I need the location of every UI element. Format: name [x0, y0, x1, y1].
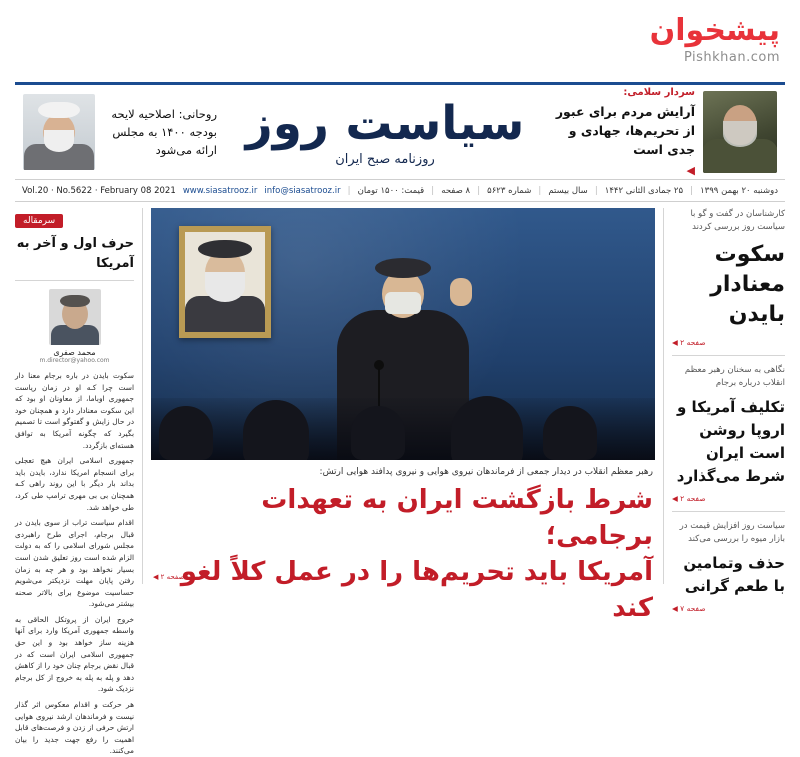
story1-kicker: کارشناسان در گفت و گو با سیاست روز بررسی کردند: [690, 209, 785, 232]
lead-headline-line1[interactable]: شرط بازگشت ایران به تعهدات برجامی؛: [261, 485, 653, 551]
info-date-fa: دوشنبه ۲۰ بهمن ۱۳۹۹: [700, 185, 778, 196]
arrow-icon: ◀: [686, 163, 695, 177]
story3-page-ref[interactable]: صفحه ۷ ◀: [672, 604, 706, 613]
story2-kicker: نگاهی به سخنان رهبر معظم انقلاب درباره برجام: [684, 365, 785, 388]
divider: |: [431, 185, 435, 196]
editorial-paragraph: جمهوری اسلامی ایران هیچ تعجلی برای انسجام امریکا ندارد، بایدن باید بداند بار دیگر با این روند راهی کـه همچنان بی بی مهری ترامپ طی کرد، طی خواهد شد.: [15, 456, 134, 512]
info-volume-en: Vol.20 · No.5622 · February 08 2021: [22, 185, 176, 196]
commander-photo: [703, 91, 777, 173]
author-name: محمد صفری: [53, 348, 96, 357]
editorial-author: [15, 289, 134, 364]
front-page-content: [15, 202, 785, 756]
editorial-paragraph: هر حرکت و اقدام معکوس اثر گذار نیست و فرماندهان ارشد نیروی هوایی ارتش حرفی از زدن و فرصت‌های قابل اهمیت را رفع جهت جدید را بیان می‌کنند.: [15, 700, 134, 756]
info-price: قیمت: ۱۵۰۰ تومان: [357, 185, 425, 196]
audience-foreground: [151, 398, 655, 460]
lead-kicker: رهبر معظم انقلاب در دیدار جمعی از فرماندهان نیروی هوایی و نیروی پدافند هوایی ارتش:: [319, 467, 653, 477]
right-column: [663, 208, 785, 613]
story1-page-ref[interactable]: صفحه ۲ ◀: [672, 338, 706, 347]
info-pages: ۸ صفحه: [441, 185, 471, 196]
site-brand-bar: [0, 0, 800, 82]
brand-name-fa: پیشخوان: [649, 13, 780, 48]
info-website[interactable]: www.siasatrooz.ir: [182, 185, 258, 196]
divider: |: [594, 185, 598, 196]
divider: |: [347, 185, 351, 196]
editorial-title[interactable]: حرف اول و آخر به آمریکا: [15, 234, 134, 281]
divider: |: [538, 185, 542, 196]
story1-title[interactable]: سکوت معنادار بایدن: [710, 242, 785, 327]
editorial-paragraph: خروج ایران از پروتکل الحاقی به واسطه جمهوری آمریکا وارد برای آنها هزینه ساز خواهد بود و این حق جمهوری اسلامی ایران است که در قبال نقض برجام چنان خود را از کاهش دهد و پله به پله به خروج از کل برجام نزدیک شود.: [15, 614, 134, 694]
lead-page-ref[interactable]: صفحه ۲ ◀: [153, 573, 185, 581]
president-photo: [23, 94, 95, 170]
newspaper-title: سیاست روز: [245, 95, 525, 151]
brand-name-en: Pishkhan.com: [683, 50, 780, 65]
newspaper-subtitle: روزنامه صبح ایران: [335, 151, 435, 167]
newspaper-masthead: [15, 82, 785, 180]
info-year: سال بیستم: [548, 185, 588, 196]
author-email[interactable]: m.director@yahoo.com: [39, 357, 110, 364]
masthead-teaser-right-text: [553, 87, 695, 178]
lead-headline-line2[interactable]: آمریکا باید تحریم‌ها را در عمل کلاً لغو کند: [180, 557, 653, 623]
left-column-editorial: [15, 208, 143, 756]
center-column: [143, 208, 663, 623]
info-date-hijri: ۲۵ جمادی الثانی ۱۴۴۲: [604, 185, 684, 196]
divider: [672, 355, 785, 356]
editorial-badge: سرمقاله: [15, 214, 63, 228]
divider: [672, 511, 785, 512]
editorial-body: [15, 370, 134, 757]
avatar: [49, 289, 101, 345]
issue-info-bar: [15, 180, 785, 202]
divider: |: [690, 185, 694, 196]
teaser-headline: آرایش مردم برای عبور از تحریم‌ها، جهادی و جدی است: [555, 103, 695, 157]
divider: |: [477, 185, 481, 196]
teaser-kicker: سردار سلامی:: [623, 86, 695, 98]
masthead-teaser-left-text: روحانی: اصلاحیه لایحه بودجه ۱۴۰۰ به مجلس ارائه می‌شود: [111, 107, 217, 157]
khomeini-portrait: [179, 226, 271, 338]
story3-kicker: سیاست روز افزایش قیمت در بازار میوه را بررسی می‌کند: [679, 521, 785, 544]
story2-page-ref[interactable]: صفحه ۲ ◀: [672, 494, 706, 503]
editorial-paragraph: اقدام سیاست تراب از سوی بایدن در قبال برجام، اجرای طرح راهبردی مجلس شورای اسلامی را که به دولت الزام شده است روز تعلیق شدن است بسیار نخواهد بود و هر چه به زمان رفتن پایان مهلت نزدیکتر می‌شویم حساسیت موضوع برای بالاتر صحنه بیشتر می‌شود.: [15, 518, 134, 609]
editorial-paragraph: سکوت بایدن در باره برجام معنا دار است چرا کـه او در زمان ریاست جمهوری اوباما، از معاونان او بود که این سکوت معنادار دارد و همچنان خود در حال زایش و گفتوگو است تا تصمیم بگیرد که چگونه آمریکا به توافق هسته‌ای بازگردد.: [15, 371, 134, 450]
masthead-teaser-right[interactable]: [545, 85, 785, 179]
masthead-teaser-left[interactable]: [15, 85, 225, 179]
lead-photo: [151, 208, 655, 460]
info-issue: شماره ۵۶۲۳: [487, 185, 532, 196]
story3-title[interactable]: حذف وتمامین با طعم گرانی: [683, 554, 785, 595]
story2-title[interactable]: تکلیف آمریکا و اروپا روشن است ایران شرط می‌گذارد: [676, 398, 785, 485]
brand-block[interactable]: [650, 14, 780, 65]
masthead-logo: [225, 85, 545, 179]
info-email[interactable]: info@siasatrooz.ir: [264, 185, 341, 196]
